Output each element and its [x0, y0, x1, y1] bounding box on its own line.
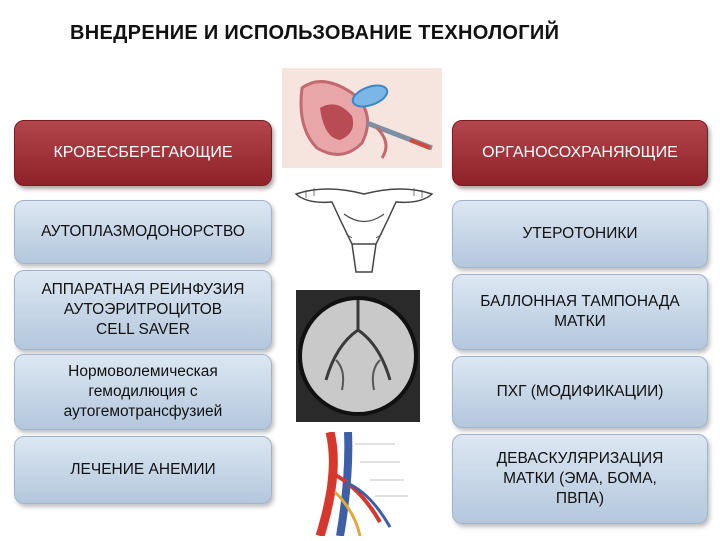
right-item-1-label: УТЕРОТОНИКИ	[522, 225, 638, 242]
left-header-label: КРОВЕСБЕРЕГАЮЩИЕ	[53, 144, 233, 161]
left-item-3-label: Нормоволемическая гемодилюция с аутогемотрансфузией	[63, 363, 223, 420]
left-item-2	[14, 270, 272, 350]
left-item-3	[14, 354, 272, 430]
left-item-4-label: ЛЕЧЕНИЕ АНЕМИИ	[70, 461, 216, 478]
balloon-tamponade-image	[282, 68, 442, 168]
right-item-2	[452, 274, 708, 350]
right-item-4-label: ДЕВАСКУЛЯРИЗАЦИЯ МАТКИ (ЭМА, БОМА, ПВПА)	[496, 450, 664, 507]
left-item-1-label: АУТОПЛАЗМОДОНОРСТВО	[41, 223, 245, 240]
left-item-1	[14, 200, 272, 264]
right-header-label: ОРГАНОСОХРАНЯЮЩИЕ	[482, 144, 678, 161]
right-header-box	[452, 120, 708, 186]
left-item-2-label: АППАРАТНАЯ РЕИНФУЗИЯ АУТОЭРИТРОЦИТОВ CELL SAVER	[41, 281, 245, 338]
left-header-box	[14, 120, 272, 186]
right-item-4	[452, 434, 708, 524]
pelvic-vessels-illustration	[300, 432, 424, 536]
angiography-image	[296, 290, 420, 422]
page-title: ВНЕДРЕНИЕ И ИСПОЛЬЗОВАНИЕ ТЕХНОЛОГИЙ	[70, 22, 560, 44]
right-item-2-label: БАЛЛОННАЯ ТАМПОНАДА МАТКИ	[480, 293, 680, 330]
right-item-1	[452, 200, 708, 268]
uterus-ligation-drawing	[286, 184, 442, 278]
left-item-4	[14, 436, 272, 504]
right-item-3-label: ПХГ (МОДИФИКАЦИИ)	[496, 383, 664, 400]
right-item-3	[452, 356, 708, 428]
